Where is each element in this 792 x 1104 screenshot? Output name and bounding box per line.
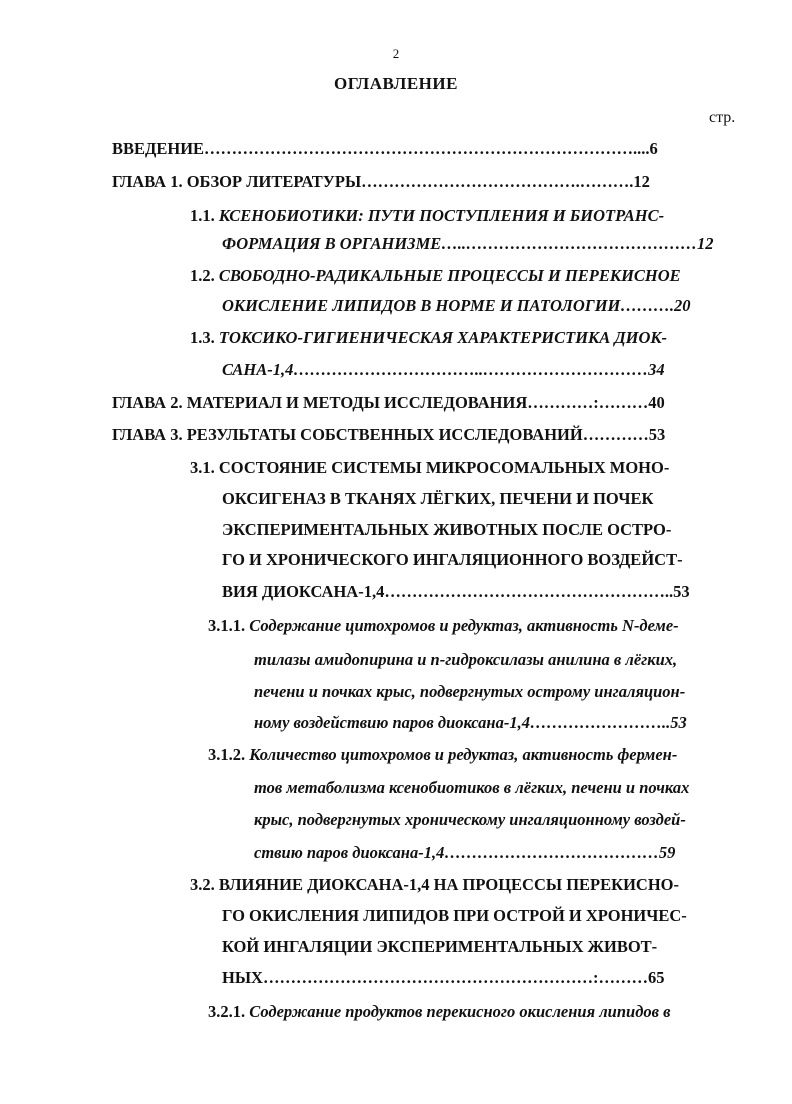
toc-subsection-3-1-1-cont: ному воздействию паров диоксана-1,4……………………..53 xyxy=(254,713,687,732)
toc-section-1-3-cont: САНА-1,4……………………………..…………………………34 xyxy=(222,360,665,379)
toc-introduction: ВВЕДЕНИЕ……………………………………………………………………....6 xyxy=(112,139,658,158)
section-title: КСЕНОБИОТИКИ: ПУТИ ПОСТУПЛЕНИЯ И БИОТРАНС- xyxy=(218,206,665,225)
page-title: ОГЛАВЛЕНИЕ xyxy=(334,74,458,93)
toc-section-1-1-cont: ФОРМАЦИЯ В ОРГАНИЗМЕ…..……………………………………12 xyxy=(222,234,714,253)
toc-section-1-3 xyxy=(190,328,667,348)
toc-subsection-3-1-1-cont: печени и почках крыс, подвергнутых острому ингаляцион- xyxy=(254,682,686,701)
toc-section-1-2-cont: ОКИСЛЕНИЕ ЛИПИДОВ В НОРМЕ И ПАТОЛОГИИ……….20 xyxy=(222,296,691,315)
toc-chapter-2: ГЛАВА 2. МАТЕРИАЛ И МЕТОДЫ ИССЛЕДОВАНИЯ…………:………40 xyxy=(112,393,665,412)
toc-section-3-2-cont: ГО ОКИСЛЕНИЯ ЛИПИДОВ ПРИ ОСТРОЙ И ХРОНИЧЕС- xyxy=(222,906,687,925)
toc-chapter-1: ГЛАВА 1. ОБЗОР ЛИТЕРАТУРЫ………………………………….……….12 xyxy=(112,172,650,191)
section-title: СВОБОДНО-РАДИКАЛЬНЫЕ ПРОЦЕССЫ И ПЕРЕКИСНОЕ xyxy=(218,266,681,285)
toc-section-3-2: 3.2. ВЛИЯНИЕ ДИОКСАНА-1,4 НА ПРОЦЕССЫ ПЕРЕКИСНО- xyxy=(190,875,679,894)
section-number: 3.2.1. xyxy=(208,1002,246,1021)
toc-subsection-3-1-1-cont: тилазы амидопирина и п-гидроксилазы анилина в лёгких, xyxy=(254,650,678,669)
page-number: 2 xyxy=(392,46,400,61)
toc-section-3-1: 3.1. СОСТОЯНИЕ СИСТЕМЫ МИКРОСОМАЛЬНЫХ МОНО- xyxy=(190,458,670,477)
toc-subsection-3-1-2-cont: ствию паров диоксана-1,4…………………………………59 xyxy=(254,843,676,862)
toc-section-3-1-cont: ГО И ХРОНИЧЕСКОГО ИНГАЛЯЦИОННОГО ВОЗДЕЙСТ- xyxy=(222,550,683,569)
section-title: Содержание продуктов перекисного окисления липидов в xyxy=(249,1002,671,1021)
section-title: Содержание цитохромов и редуктаз, активность N-деме- xyxy=(249,616,679,635)
section-title: Количество цитохромов и редуктаз, активность фермен- xyxy=(249,745,678,764)
section-number: 3.1.1. xyxy=(208,616,246,635)
section-number: 3.1.2. xyxy=(208,745,246,764)
toc-section-3-1-cont: ОКСИГЕНАЗ В ТКАНЯХ ЛЁГКИХ, ПЕЧЕНИ И ПОЧЕК xyxy=(222,489,654,508)
toc-subsection-3-2-1 xyxy=(208,1002,671,1022)
section-title: ТОКСИКО-ГИГИЕНИЧЕСКАЯ ХАРАКТЕРИСТИКА ДИОК- xyxy=(218,328,668,347)
toc-section-3-1-cont: ЭКСПЕРИМЕНТАЛЬНЫХ ЖИВОТНЫХ ПОСЛЕ ОСТРО- xyxy=(222,520,672,539)
section-number: 1.1. xyxy=(190,206,215,225)
toc-subsection-3-1-1 xyxy=(208,616,679,636)
toc-section-3-1-cont: ВИЯ ДИОКСАНА-1,4……………………………………………..53 xyxy=(222,582,690,601)
toc-section-1-2 xyxy=(190,266,681,286)
toc-subsection-3-1-2-cont: крыс, подвергнутых хроническому ингаляционному воздей- xyxy=(254,810,686,829)
page-column-label: стр. xyxy=(709,109,736,126)
toc-chapter-3: ГЛАВА 3. РЕЗУЛЬТАТЫ СОБСТВЕННЫХ ИССЛЕДОВАНИЙ…………53 xyxy=(112,425,666,444)
toc-section-3-2-cont: КОЙ ИНГАЛЯЦИИ ЭКСПЕРИМЕНТАЛЬНЫХ ЖИВОТ- xyxy=(222,937,658,956)
section-number: 1.3. xyxy=(190,328,215,347)
toc-section-1-1 xyxy=(190,206,664,226)
toc-subsection-3-1-2-cont: тов метаболизма ксенобиотиков в лёгких, печени и почках xyxy=(254,778,690,797)
toc-section-3-2-cont: НЫХ……………………………………………………:………65 xyxy=(222,968,665,987)
toc-subsection-3-1-2 xyxy=(208,745,677,765)
section-number: 1.2. xyxy=(190,266,215,285)
